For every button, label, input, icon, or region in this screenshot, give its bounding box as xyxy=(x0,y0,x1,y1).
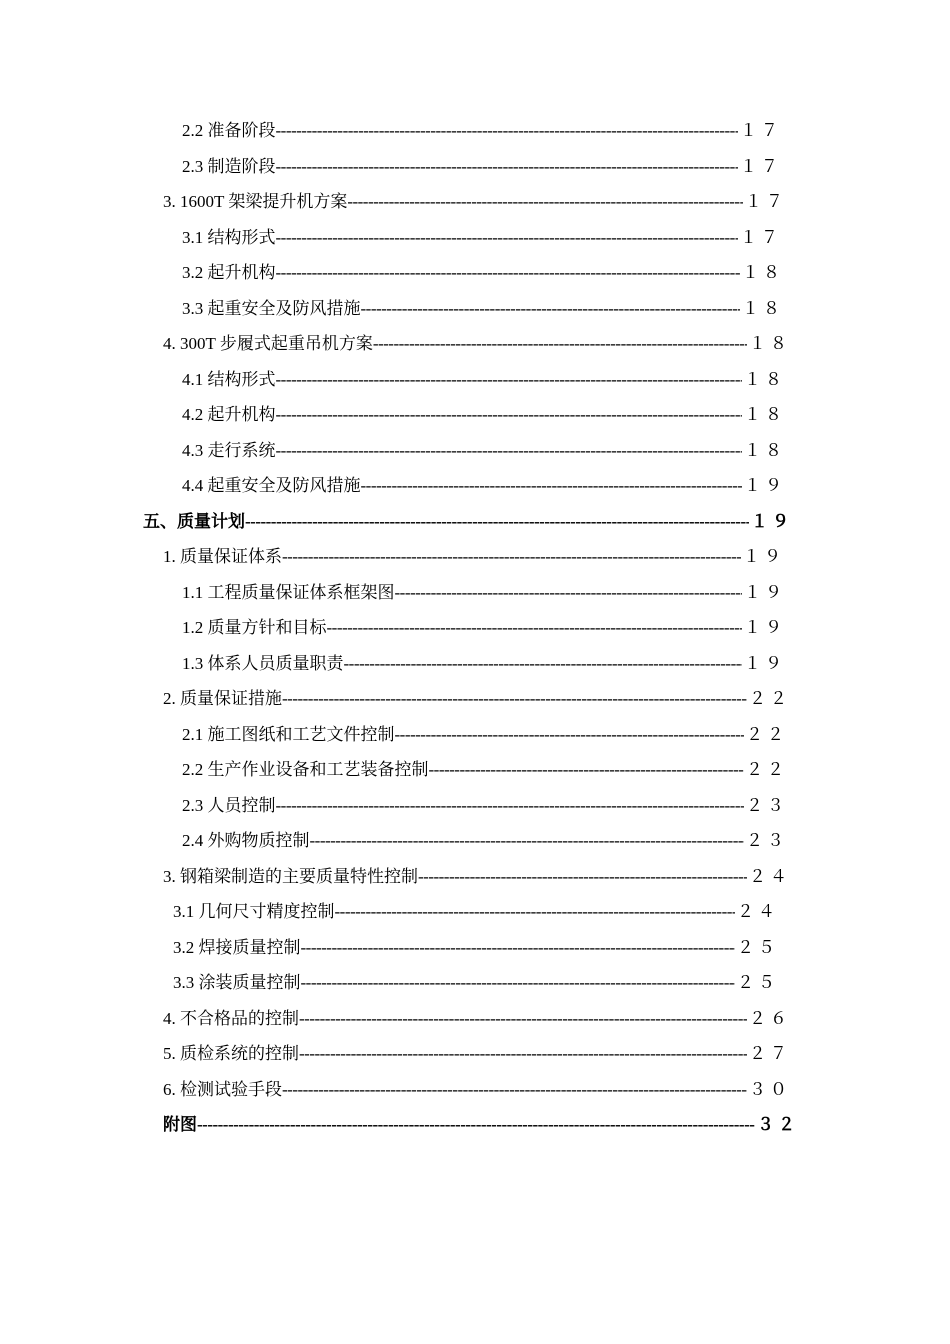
toc-entry[interactable] xyxy=(163,544,785,570)
toc-entry[interactable] xyxy=(182,473,786,499)
toc-page-number: １７ xyxy=(745,192,787,211)
toc-entry[interactable] xyxy=(182,154,782,180)
toc-page-number: １７ xyxy=(740,228,782,247)
toc-entry-title: 2.3 人员控制 xyxy=(182,796,276,815)
toc-page-number: １８ xyxy=(744,405,786,424)
toc-page-number: ２３ xyxy=(746,796,788,815)
toc-entry-title: 6. 检测试验手段 xyxy=(163,1080,282,1099)
toc-entry-title: 5. 质检系统的控制 xyxy=(163,1044,299,1063)
toc-entry[interactable] xyxy=(182,438,786,464)
toc-page-number: ２３ xyxy=(746,831,788,850)
toc-entry[interactable] xyxy=(182,651,786,677)
toc-entry[interactable] xyxy=(182,615,786,641)
toc-page-number: １８ xyxy=(749,334,791,353)
toc-entry[interactable] xyxy=(173,899,779,925)
toc-entry-title: 3.1 结构形式 xyxy=(182,228,276,247)
toc-entry-title: 4.4 起重安全及防风措施 xyxy=(182,476,361,495)
toc-entry[interactable] xyxy=(182,296,784,322)
toc-leader xyxy=(395,580,743,606)
toc-page-number: ２４ xyxy=(749,867,791,886)
toc-entry-title: 2.3 制造阶段 xyxy=(182,157,276,176)
toc-page-number: ３０ xyxy=(749,1080,791,1099)
toc-leader xyxy=(276,402,743,428)
toc-leader xyxy=(361,296,741,322)
toc-entry[interactable] xyxy=(182,828,788,854)
toc-entry[interactable] xyxy=(163,1077,791,1103)
toc-page-number: １９ xyxy=(744,654,786,673)
toc-page-number: ２６ xyxy=(749,1009,791,1028)
toc-leader xyxy=(197,1112,755,1138)
toc-leader xyxy=(276,260,741,286)
toc-entry-title: 4.3 走行系统 xyxy=(182,441,276,460)
toc-page-number: ３２ xyxy=(757,1115,799,1134)
toc-entry-title: 1.2 质量方针和目标 xyxy=(182,618,327,637)
toc-entry-title: 1. 质量保证体系 xyxy=(163,547,282,566)
toc-leader xyxy=(276,793,745,819)
toc-entry[interactable] xyxy=(182,722,788,748)
toc-entry-title: 3. 钢箱梁制造的主要质量特性控制 xyxy=(163,867,418,886)
toc-leader xyxy=(327,615,743,641)
toc-leader xyxy=(245,509,749,535)
toc-leader xyxy=(335,899,736,925)
toc-entry[interactable] xyxy=(173,970,779,996)
toc-entry-title: 3.2 起升机构 xyxy=(182,263,276,282)
toc-leader xyxy=(347,189,743,215)
toc-entry[interactable] xyxy=(163,864,791,890)
toc-page-number: ２５ xyxy=(737,973,779,992)
toc-entry-title: 2.2 准备阶段 xyxy=(182,121,276,140)
toc-leader xyxy=(276,367,743,393)
toc-entry[interactable] xyxy=(163,189,787,215)
toc-page-number: １９ xyxy=(744,476,786,495)
toc-page-number: ２７ xyxy=(749,1044,791,1063)
toc-leader xyxy=(429,757,745,783)
toc-page-number: ２２ xyxy=(746,760,788,779)
toc-entry-title: 1.3 体系人员质量职责 xyxy=(182,654,344,673)
toc-leader xyxy=(282,1077,747,1103)
toc-entry-title: 五、质量计划 xyxy=(143,512,245,531)
toc-leader xyxy=(276,438,743,464)
toc-entry[interactable] xyxy=(163,686,791,712)
toc-page-number: ２２ xyxy=(746,725,788,744)
toc-leader xyxy=(299,1041,747,1067)
toc-entry[interactable] xyxy=(163,1041,791,1067)
toc-entry[interactable] xyxy=(182,793,788,819)
toc-chapter-entry[interactable] xyxy=(143,509,793,535)
toc-leader xyxy=(282,686,747,712)
toc-leader xyxy=(282,544,741,570)
toc-leader xyxy=(361,473,743,499)
toc-page-number: １７ xyxy=(740,121,782,140)
toc-entry[interactable] xyxy=(163,331,791,357)
toc-leader xyxy=(344,651,743,677)
toc-entry-title: 1.1 工程质量保证体系框架图 xyxy=(182,583,395,602)
toc-page-number: １９ xyxy=(743,547,785,566)
toc-leader xyxy=(276,118,739,144)
toc-entry-title: 3.2 焊接质量控制 xyxy=(173,938,301,957)
toc-leader xyxy=(373,331,747,357)
toc-page-number: １７ xyxy=(740,157,782,176)
toc-leader xyxy=(418,864,747,890)
toc-entry[interactable] xyxy=(182,580,786,606)
toc-page-number: １８ xyxy=(742,263,784,282)
toc-entry-title: 4. 不合格品的控制 xyxy=(163,1009,299,1028)
toc-entry[interactable] xyxy=(182,118,782,144)
toc-page-number: １９ xyxy=(751,512,793,531)
toc-page-number: １８ xyxy=(744,441,786,460)
toc-page-number: １８ xyxy=(742,299,784,318)
toc-page-number: ２２ xyxy=(749,689,791,708)
toc-entry-title: 2. 质量保证措施 xyxy=(163,689,282,708)
toc-page-number: ２４ xyxy=(737,902,779,921)
toc-entry[interactable] xyxy=(182,260,784,286)
toc-entry-title: 4.2 起升机构 xyxy=(182,405,276,424)
toc-leader xyxy=(301,935,736,961)
toc-leader xyxy=(395,722,745,748)
toc-entry-title: 4. 300T 步履式起重吊机方案 xyxy=(163,334,373,353)
toc-entry-title: 3.1 几何尺寸精度控制 xyxy=(173,902,335,921)
toc-leader xyxy=(310,828,745,854)
toc-entry-title: 2.4 外购物质控制 xyxy=(182,831,310,850)
toc-leader xyxy=(301,970,736,996)
toc-entry[interactable] xyxy=(182,757,788,783)
toc-entry[interactable] xyxy=(173,935,779,961)
toc-entry-title: 3.3 起重安全及防风措施 xyxy=(182,299,361,318)
toc-page-number: １９ xyxy=(744,583,786,602)
toc-entry-title: 附图 xyxy=(163,1115,197,1134)
toc-entry-title: 3.3 涂装质量控制 xyxy=(173,973,301,992)
toc-entry[interactable] xyxy=(182,225,782,251)
toc-entry-title: 2.2 生产作业设备和工艺装备控制 xyxy=(182,760,429,779)
toc-page-number: ２５ xyxy=(737,938,779,957)
toc-page-number: １９ xyxy=(744,618,786,637)
toc-entry[interactable] xyxy=(182,367,786,393)
toc-entry[interactable] xyxy=(163,1006,791,1032)
toc-leader xyxy=(276,154,739,180)
toc-entry-title: 2.1 施工图纸和工艺文件控制 xyxy=(182,725,395,744)
toc-entry-title: 4.1 结构形式 xyxy=(182,370,276,389)
toc-entry[interactable] xyxy=(182,402,786,428)
toc-page-number: １８ xyxy=(744,370,786,389)
toc-leader xyxy=(276,225,739,251)
toc-entry-title: 3. 1600T 架梁提升机方案 xyxy=(163,192,348,211)
toc-appendix-entry[interactable] xyxy=(163,1112,799,1138)
toc-leader xyxy=(299,1006,747,1032)
